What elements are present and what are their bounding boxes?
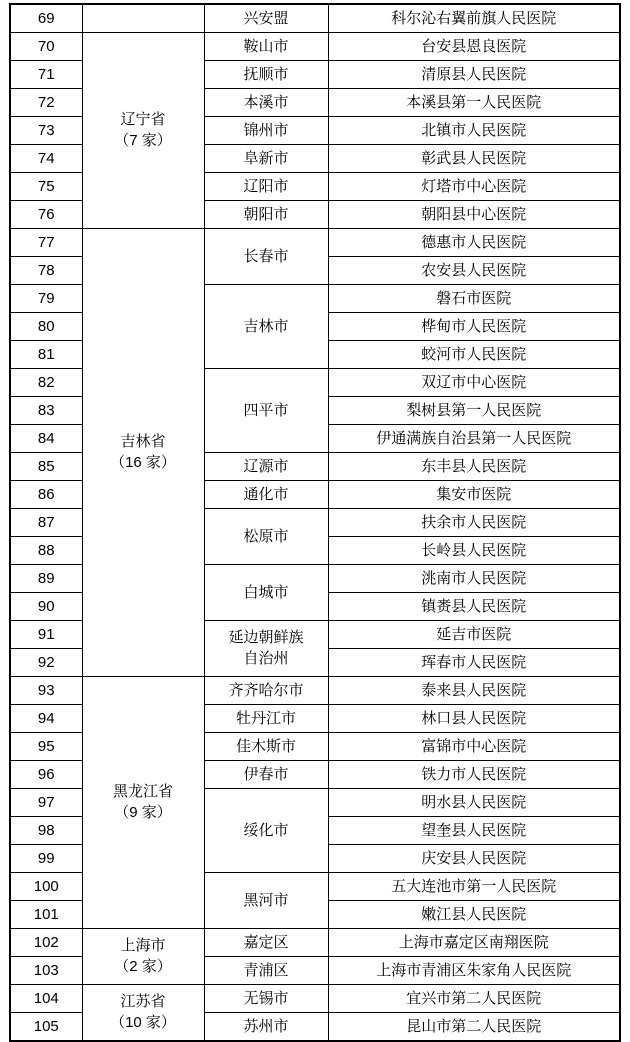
city-cell: 苏州市: [204, 1013, 328, 1042]
hospital-name: 上海市青浦区朱家角人民医院: [328, 957, 620, 985]
city-cell: 吉林市: [204, 285, 328, 369]
city-cell: 通化市: [204, 481, 328, 509]
hospital-name: 台安县恩良医院: [328, 33, 620, 61]
row-number: 90: [10, 593, 82, 621]
city-cell: 长春市: [204, 229, 328, 285]
hospital-name: 扶余市人民医院: [328, 509, 620, 537]
hospital-name: 蛟河市人民医院: [328, 341, 620, 369]
row-number: 83: [10, 397, 82, 425]
city-cell: 无锡市: [204, 985, 328, 1013]
province-count: （10 家）: [110, 1013, 176, 1031]
hospital-name: 灯塔市中心医院: [328, 173, 620, 201]
province-cell: [82, 929, 204, 985]
hospital-name: 梨树县第一人民医院: [328, 397, 620, 425]
row-number: 97: [10, 789, 82, 817]
city-cell: [204, 621, 328, 677]
row-number: 69: [10, 4, 82, 33]
hospital-name: 珲春市人民医院: [328, 649, 620, 677]
row-number: 91: [10, 621, 82, 649]
hospital-name: 五大连池市第一人民医院: [328, 873, 620, 901]
hospital-name: 伊通满族自治县第一人民医院: [328, 425, 620, 453]
row-number: 101: [10, 901, 82, 929]
hospital-name: 昆山市第二人民医院: [328, 1013, 620, 1042]
hospital-name: 嫩江县人民医院: [328, 901, 620, 929]
row-number: 79: [10, 285, 82, 313]
province-count: （7 家）: [114, 131, 172, 149]
row-number: 80: [10, 313, 82, 341]
hospital-name: 科尔沁右翼前旗人民医院: [328, 4, 620, 33]
row-number: 104: [10, 985, 82, 1013]
table-body: [10, 4, 620, 1041]
row-number: 94: [10, 705, 82, 733]
row-number: 93: [10, 677, 82, 705]
hospital-name: 庆安县人民医院: [328, 845, 620, 873]
hospital-list-table: [9, 3, 621, 1042]
document-page: [0, 3, 630, 1035]
city-cell: 青浦区: [204, 957, 328, 985]
hospital-name: 清原县人民医院: [328, 61, 620, 89]
hospital-name: 桦甸市人民医院: [328, 313, 620, 341]
city-cell: 锦州市: [204, 117, 328, 145]
hospital-name: 长岭县人民医院: [328, 537, 620, 565]
city-cell: 四平市: [204, 369, 328, 453]
city-cell: 抚顺市: [204, 61, 328, 89]
city-cell: 牡丹江市: [204, 705, 328, 733]
city-cell: 辽源市: [204, 453, 328, 481]
hospital-name: 集安市医院: [328, 481, 620, 509]
province-name: 黑龙江省: [112, 783, 173, 801]
province-count: （9 家）: [114, 803, 172, 821]
row-number: 87: [10, 509, 82, 537]
hospital-name: 双辽市中心医院: [328, 369, 620, 397]
hospital-name: 德惠市人民医院: [328, 229, 620, 257]
hospital-name: 本溪县第一人民医院: [328, 89, 620, 117]
hospital-name: 镇赉县人民医院: [328, 593, 620, 621]
row-number: 70: [10, 33, 82, 61]
hospital-name: 延吉市医院: [328, 621, 620, 649]
city-cell: 绥化市: [204, 789, 328, 873]
row-number: 92: [10, 649, 82, 677]
city-name-line: 延边朝鲜族: [228, 629, 304, 647]
province-name: 辽宁省: [120, 111, 166, 129]
city-cell: 伊春市: [204, 761, 328, 789]
city-cell: 佳木斯市: [204, 733, 328, 761]
province-count: （16 家）: [110, 453, 176, 471]
table-row: [10, 33, 620, 61]
hospital-name: 明水县人民医院: [328, 789, 620, 817]
row-number: 72: [10, 89, 82, 117]
row-number: 78: [10, 257, 82, 285]
hospital-name: 富锦市中心医院: [328, 733, 620, 761]
city-cell: 黑河市: [204, 873, 328, 929]
row-number: 73: [10, 117, 82, 145]
hospital-name: 东丰县人民医院: [328, 453, 620, 481]
city-cell: 辽阳市: [204, 173, 328, 201]
table-row: [10, 929, 620, 957]
hospital-name: 上海市嘉定区南翔医院: [328, 929, 620, 957]
hospital-name: 泰来县人民医院: [328, 677, 620, 705]
table-row: [10, 985, 620, 1013]
hospital-name: 洮南市人民医院: [328, 565, 620, 593]
table-row: [10, 229, 620, 257]
row-number: 102: [10, 929, 82, 957]
row-number: 103: [10, 957, 82, 985]
row-number: 95: [10, 733, 82, 761]
row-number: 75: [10, 173, 82, 201]
city-cell: 鞍山市: [204, 33, 328, 61]
province-cell: [82, 4, 204, 33]
city-cell: 阜新市: [204, 145, 328, 173]
city-name-line: 自治州: [243, 649, 289, 667]
province-cell: [82, 677, 204, 929]
city-cell: 齐齐哈尔市: [204, 677, 328, 705]
hospital-name: 磐石市医院: [328, 285, 620, 313]
row-number: 89: [10, 565, 82, 593]
hospital-name: 铁力市人民医院: [328, 761, 620, 789]
row-number: 81: [10, 341, 82, 369]
row-number: 86: [10, 481, 82, 509]
province-cell: [82, 33, 204, 229]
row-number: 100: [10, 873, 82, 901]
city-cell: 兴安盟: [204, 4, 328, 33]
hospital-name: 宜兴市第二人民医院: [328, 985, 620, 1013]
hospital-name: 朝阳县中心医院: [328, 201, 620, 229]
hospital-name: 彰武县人民医院: [328, 145, 620, 173]
row-number: 85: [10, 453, 82, 481]
hospital-name: 北镇市人民医院: [328, 117, 620, 145]
hospital-name: 林口县人民医院: [328, 705, 620, 733]
row-number: 71: [10, 61, 82, 89]
row-number: 105: [10, 1013, 82, 1042]
table-row: [10, 4, 620, 33]
province-count: （2 家）: [114, 957, 172, 975]
row-number: 98: [10, 817, 82, 845]
province-name: 吉林省: [120, 433, 166, 451]
province-name: 上海市: [120, 937, 166, 955]
city-cell: 白城市: [204, 565, 328, 621]
table-row: [10, 677, 620, 705]
row-number: 74: [10, 145, 82, 173]
province-name: 江苏省: [120, 993, 166, 1011]
row-number: 99: [10, 845, 82, 873]
province-cell: [82, 229, 204, 677]
hospital-name: 农安县人民医院: [328, 257, 620, 285]
row-number: 84: [10, 425, 82, 453]
row-number: 77: [10, 229, 82, 257]
row-number: 82: [10, 369, 82, 397]
row-number: 96: [10, 761, 82, 789]
city-cell: 松原市: [204, 509, 328, 565]
city-cell: 本溪市: [204, 89, 328, 117]
row-number: 76: [10, 201, 82, 229]
city-cell: 朝阳市: [204, 201, 328, 229]
city-cell: 嘉定区: [204, 929, 328, 957]
row-number: 88: [10, 537, 82, 565]
province-cell: [82, 985, 204, 1042]
hospital-name: 望奎县人民医院: [328, 817, 620, 845]
